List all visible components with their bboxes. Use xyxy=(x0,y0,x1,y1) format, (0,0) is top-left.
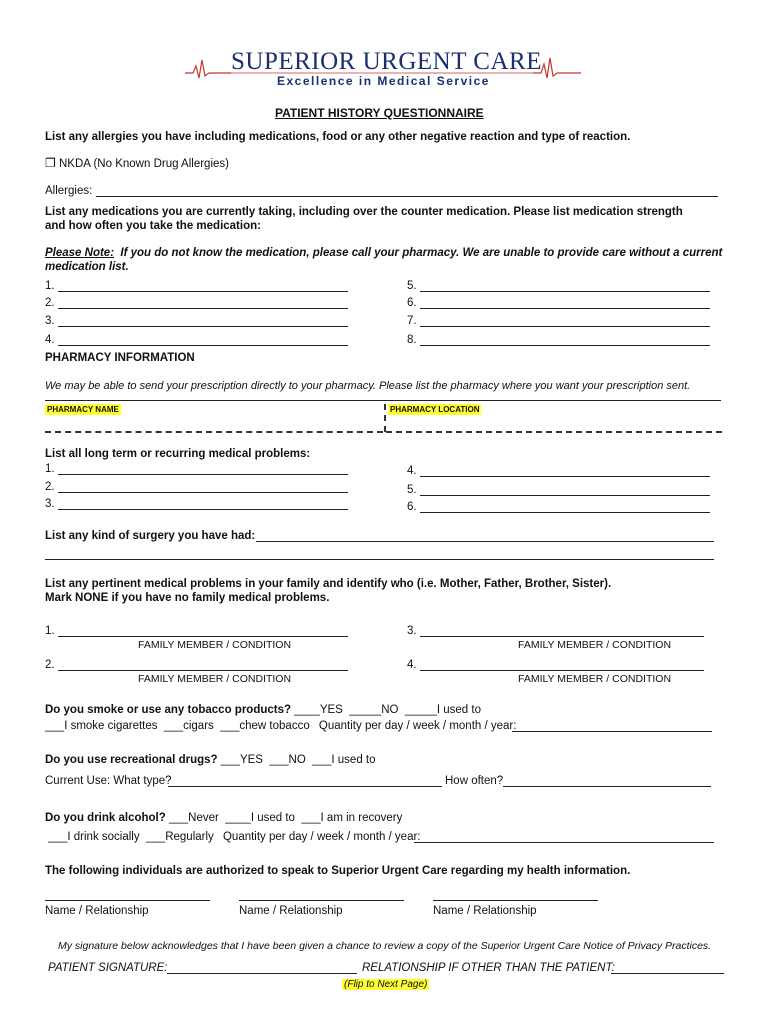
surgery-field-1[interactable] xyxy=(256,541,714,542)
cigarettes-label: I smoke cigarettes xyxy=(64,720,158,732)
family-caption-4: FAMILY MEMBER / CONDITION xyxy=(518,673,672,685)
pharmacy-heading: PHARMACY INFORMATION xyxy=(45,352,195,364)
medications-prompt-line2: and how often you take the medication: xyxy=(45,220,261,232)
problem-field-2[interactable] xyxy=(58,492,348,493)
authorized-caption-3: Name / Relationship xyxy=(433,905,537,917)
smoke-detail-row xyxy=(45,720,516,732)
socially-label: I drink socially xyxy=(67,831,140,843)
med-field-6[interactable] xyxy=(420,308,710,309)
authorized-prompt: The following individuals are authorized to speak to Superior Urgent Care regarding my health information. xyxy=(45,865,631,877)
alcohol-never-blank[interactable]: ___ xyxy=(168,812,189,824)
medications-prompt-line1: List any medications you are currently taking, including over the counter medication. Please list medication strength xyxy=(45,206,683,218)
family-label-3: 3. xyxy=(407,625,417,637)
problem-field-6[interactable] xyxy=(420,512,710,513)
note-line1: If you do not know the medication, please call your pharmacy. We are unable to provide care without a current xyxy=(120,247,723,259)
allergies-prompt: List any allergies you have including medications, food or any other negative reaction and type of reaction. xyxy=(45,131,631,143)
patient-signature-field[interactable] xyxy=(167,973,357,974)
problem-label-3: 3. xyxy=(45,498,55,510)
authorized-field-2[interactable] xyxy=(239,900,404,901)
family-label-1: 1. xyxy=(45,625,55,637)
surgery-field-2[interactable] xyxy=(45,559,714,560)
chew-label: chew tobacco xyxy=(239,720,310,732)
med-label-4: 4. xyxy=(45,334,55,346)
alcohol-recovery-blank[interactable]: ___ xyxy=(298,812,321,824)
pharmacy-location-label: PHARMACY LOCATION xyxy=(390,405,480,414)
authorized-field-1[interactable] xyxy=(45,900,210,901)
regularly-label: Regularly xyxy=(165,831,214,843)
problem-field-1[interactable] xyxy=(58,474,348,475)
med-field-5[interactable] xyxy=(420,291,710,292)
medications-note xyxy=(45,247,722,259)
note-line2: medication list. xyxy=(45,261,129,273)
family-caption-1: FAMILY MEMBER / CONDITION xyxy=(138,639,292,651)
family-caption-3: FAMILY MEMBER / CONDITION xyxy=(518,639,672,651)
chew-blank[interactable]: ___ xyxy=(217,720,240,732)
pharmacy-name-label: PHARMACY NAME xyxy=(47,405,119,414)
drugs-yes-label: YES xyxy=(239,754,263,766)
patient-signature-label: PATIENT SIGNATURE: xyxy=(48,962,168,974)
med-label-5: 5. xyxy=(407,280,417,292)
family-caption-2: FAMILY MEMBER / CONDITION xyxy=(138,673,292,685)
smoke-row xyxy=(45,704,481,716)
logo-title: SUPERIOR URGENT CARE xyxy=(231,48,542,75)
alcohol-quantity-field[interactable] xyxy=(414,842,714,843)
problem-label-2: 2. xyxy=(45,481,55,493)
med-label-7: 7. xyxy=(407,315,417,327)
allergies-field[interactable] xyxy=(96,196,718,197)
smoke-question: Do you smoke or use any tobacco products? xyxy=(45,704,292,716)
nkda-checkbox[interactable] xyxy=(45,156,229,170)
pharmacy-top-rule xyxy=(45,400,721,401)
drugs-question: Do you use recreational drugs? xyxy=(45,754,218,766)
cigars-label: cigars xyxy=(183,720,214,732)
med-field-8[interactable] xyxy=(420,345,710,346)
drugs-how-often-field[interactable] xyxy=(503,786,711,787)
family-field-1[interactable] xyxy=(58,636,348,637)
cigars-blank[interactable]: ___ xyxy=(160,720,184,732)
drugs-used-label: I used to xyxy=(331,754,376,766)
smoke-used-label: I used to xyxy=(436,704,481,716)
drugs-current-use-label: Current Use: What type? xyxy=(45,775,172,787)
alcohol-recovery-label: I am in recovery xyxy=(320,812,403,824)
alcohol-question: Do you drink alcohol? xyxy=(45,812,166,824)
socially-blank[interactable]: ___ xyxy=(45,831,68,843)
med-label-3: 3. xyxy=(45,315,55,327)
problem-field-5[interactable] xyxy=(420,495,710,496)
alcohol-row xyxy=(45,812,402,824)
family-field-2[interactable] xyxy=(58,670,348,671)
pharmacy-name-field[interactable] xyxy=(45,431,383,433)
smoke-yes-label: YES xyxy=(319,704,343,716)
med-label-2: 2. xyxy=(45,297,55,309)
alcohol-detail-row xyxy=(45,831,421,843)
relationship-label: RELATIONSHIP IF OTHER THAN THE PATIENT: xyxy=(362,962,615,974)
med-label-1: 1. xyxy=(45,280,55,292)
flip-page-note: (Flip to Next Page) xyxy=(344,979,428,990)
drugs-no-label: NO xyxy=(288,754,306,766)
drugs-used-blank[interactable]: ___ xyxy=(309,754,332,766)
smoke-no-label: NO xyxy=(381,704,399,716)
privacy-acknowledgement: My signature below acknowledges that I have been given a chance to review a copy of the Superior Urgent Care Notice of Privacy Practices. xyxy=(58,940,712,952)
alcohol-used-blank[interactable]: ____ xyxy=(222,812,251,824)
smoke-quantity-field[interactable] xyxy=(512,731,712,732)
nkda-label: NKDA (No Known Drug Allergies) xyxy=(58,158,229,170)
pharmacy-divider xyxy=(384,404,386,432)
logo-subtitle: Excellence in Medical Service xyxy=(277,74,490,88)
problem-label-4: 4. xyxy=(407,465,417,477)
med-field-7[interactable] xyxy=(420,326,710,327)
drugs-how-often-label: How often? xyxy=(445,775,504,787)
smoke-used-blank[interactable]: _____ xyxy=(401,704,437,716)
family-field-4[interactable] xyxy=(420,670,704,671)
drugs-yes-blank[interactable]: ___ xyxy=(220,754,240,766)
family-prompt-line2: Mark NONE if you have no family medical problems. xyxy=(45,592,330,604)
problem-label-6: 6. xyxy=(407,501,417,513)
allergies-label: Allergies: xyxy=(45,185,93,197)
smoke-yes-blank[interactable]: ____ xyxy=(294,704,320,716)
relationship-field[interactable] xyxy=(611,973,724,974)
med-field-1[interactable] xyxy=(58,291,348,292)
problem-label-5: 5. xyxy=(407,484,417,496)
drugs-row xyxy=(45,754,376,766)
authorized-caption-1: Name / Relationship xyxy=(45,905,149,917)
alcohol-used-label: I used to xyxy=(250,812,295,824)
regularly-blank[interactable]: ___ xyxy=(142,831,166,843)
problem-field-3[interactable] xyxy=(58,509,348,510)
family-field-3[interactable] xyxy=(420,636,704,637)
family-prompt-line1: List any pertinent medical problems in your family and identify who (i.e. Mother, Father, Brother, Sister). xyxy=(45,578,612,590)
pharmacy-location-field[interactable] xyxy=(386,431,722,433)
alcohol-never-label: Never xyxy=(188,812,219,824)
med-field-2[interactable] xyxy=(58,308,348,309)
logo xyxy=(185,48,585,90)
drugs-no-blank[interactable]: ___ xyxy=(266,754,289,766)
family-label-4: 4. xyxy=(407,659,417,671)
family-label-2: 2. xyxy=(45,659,55,671)
authorized-field-3[interactable] xyxy=(433,900,598,901)
med-label-6: 6. xyxy=(407,297,417,309)
med-field-4[interactable] xyxy=(58,345,348,346)
med-label-8: 8. xyxy=(407,334,417,346)
drugs-type-field[interactable] xyxy=(168,786,442,787)
problem-field-4[interactable] xyxy=(420,476,710,477)
pharmacy-note: We may be able to send your prescription directly to your pharmacy. Please list the pharmacy where you want your prescription sent. xyxy=(45,380,691,392)
cigarettes-blank[interactable]: ___ xyxy=(45,720,65,732)
page-title: PATIENT HISTORY QUESTIONNAIRE xyxy=(275,106,484,120)
smoke-quantity-label: Quantity per day / week / month / year: xyxy=(318,720,517,732)
problems-prompt: List all long term or recurring medical problems: xyxy=(45,448,311,460)
problem-label-1: 1. xyxy=(45,463,55,475)
smoke-no-blank[interactable]: _____ xyxy=(346,704,382,716)
med-field-3[interactable] xyxy=(58,326,348,327)
surgery-prompt: List any kind of surgery you have had: xyxy=(45,530,256,542)
alcohol-quantity-label: Quantity per day / week / month / year: xyxy=(222,831,421,843)
note-label: Please Note: xyxy=(45,247,115,259)
checkbox-icon: ❒ xyxy=(45,156,56,170)
authorized-caption-2: Name / Relationship xyxy=(239,905,343,917)
